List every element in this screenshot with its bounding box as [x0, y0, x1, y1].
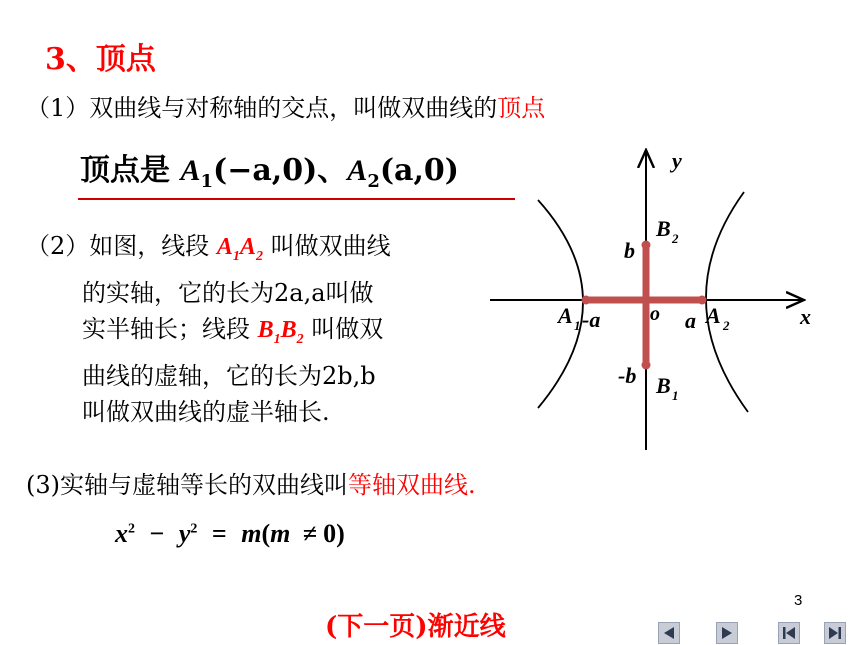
- hyperbola-diagram: [480, 140, 820, 460]
- first-icon: [779, 623, 799, 643]
- label-a1-sub: 1: [574, 318, 581, 333]
- definition-text: （1）双曲线与对称轴的交点，叫做双曲线的: [26, 94, 498, 122]
- vertex-a1: A: [180, 154, 201, 187]
- last-icon: [825, 623, 845, 643]
- vertex-a1-args: (−a,0): [213, 153, 318, 188]
- label-a1: A: [558, 303, 573, 328]
- paragraph-3: [26, 465, 476, 500]
- label-b2: B: [656, 216, 671, 241]
- equilateral-formula: $x^2 - y^2 = m(m \ne 0)$: [115, 519, 345, 548]
- para2-line5: 叫做双曲线的虚半轴长.: [82, 397, 330, 426]
- next-page-link[interactable]: (下一页)渐近线: [325, 612, 506, 642]
- label-neg-b: -b: [618, 363, 637, 388]
- label-neg-a: -a: [582, 307, 601, 332]
- prev-button[interactable]: [658, 622, 680, 644]
- para3-highlight: 等轴双曲线.: [348, 471, 476, 499]
- para2-line3: 实半轴长；线段 $B_1B_2$ 叫做双: [82, 314, 384, 347]
- para2-line4: 曲线的虚轴，它的长为2b,b: [82, 361, 376, 390]
- para2-line2: 的实轴，它的长为2a,a叫做: [82, 278, 374, 307]
- point-b2: [642, 241, 651, 250]
- label-a2-sub: 2: [723, 318, 730, 333]
- vertex-formula: [80, 145, 459, 192]
- paragraph-2: [26, 228, 506, 430]
- label-a: a: [685, 308, 696, 333]
- para2-line1: [26, 228, 506, 275]
- segment-b1b2: $B_1B_2$: [257, 316, 304, 347]
- label-b1: B: [656, 373, 671, 398]
- label-a2: A: [706, 303, 721, 328]
- underline-rule: [78, 198, 515, 200]
- definition-highlight: 顶点: [497, 94, 546, 122]
- para2-text: （2）如图，线段: [26, 232, 217, 260]
- vertex-a2: A: [347, 154, 368, 187]
- label-b: b: [624, 238, 635, 263]
- origin-label: o: [650, 303, 660, 325]
- point-b1: [642, 361, 651, 370]
- next-button[interactable]: [716, 622, 738, 644]
- right-branch: [706, 192, 748, 412]
- para2-text: 叫做双曲线: [262, 232, 391, 260]
- vertex-a2-args: (a,0): [379, 153, 459, 188]
- next-icon: [717, 623, 737, 643]
- vertex-a1-sub: 1: [200, 171, 213, 192]
- definition-line: [26, 88, 545, 123]
- label-b1-sub: 1: [672, 388, 679, 403]
- y-axis-label: y: [672, 148, 682, 173]
- para3-text: (3)实轴与虚轴等长的双曲线叫: [26, 471, 348, 499]
- x-axis-label: x: [800, 304, 811, 329]
- segment-a1a2: $A_1A_2$: [216, 234, 263, 264]
- point-a1: [582, 296, 591, 305]
- prev-icon: [659, 623, 679, 643]
- label-b2-sub: 2: [672, 231, 679, 246]
- vertex-a2-sub: 2: [367, 171, 380, 192]
- slide-title: 3、顶点: [45, 42, 156, 77]
- last-button[interactable]: [824, 622, 846, 644]
- first-button[interactable]: [778, 622, 800, 644]
- vertex-sep: 、: [317, 153, 348, 188]
- page-number: 3: [794, 592, 803, 609]
- vertex-label: 顶点是: [80, 153, 170, 188]
